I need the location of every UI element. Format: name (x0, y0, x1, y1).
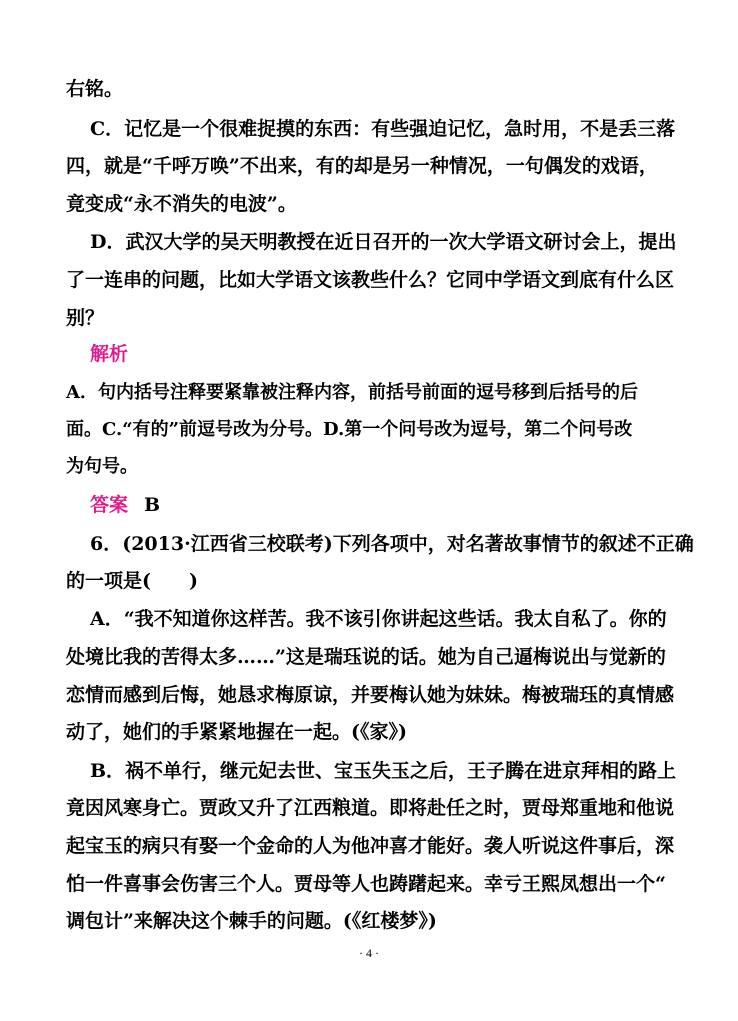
option-a-line: A．“我不知道你这样苦。我不该引你讲起这些话。我太自私了。你的 (90, 608, 667, 630)
option-b-line: 起宝玉的病只有娶一个金命的人为他冲喜才能好。袭人听说这件事后，深 (66, 835, 675, 857)
text-line: 了一连串的问题，比如大学语文该教些什么？它同中学语文到底有什么区 (66, 269, 675, 291)
option-b-line: 竟因风寒身亡。贾政又升了江西粮道。即将赴任之时，贾母郑重地和他说 (66, 797, 675, 819)
option-b-line: 调包计”来解决这个棘手的问题。(《红楼梦》) (66, 910, 437, 932)
answer-value: B (144, 494, 161, 516)
option-b-line: 怕一件喜事会伤害三个人。贾母等人也踌躇起来。幸亏王熙凤想出一个“ (66, 873, 666, 895)
analysis-line: A．句内括号注释要紧靠被注释内容，前括号前面的逗号移到后括号的后 (66, 382, 638, 403)
question-6-line: 的一项是( ) (66, 570, 198, 592)
option-d-line: D．武汉大学的吴天明教授在近日召开的一次大学语文研讨会上，提出 (90, 231, 677, 253)
option-a-line: 恋情而感到后悔，她恳求梅原谅，并要梅认她为妹妹。梅被瑞珏的真情感 (66, 684, 675, 706)
answer-heading: 答案 (90, 494, 129, 516)
option-c-line: C．记忆是一个很难捉摸的东西：有些强迫记忆，急时用，不是丢三落 (90, 118, 676, 140)
analysis-heading: 解析 (90, 343, 129, 365)
text-line: 四，就是“千呼万唤”不出来，有的却是另一种情况，一句偶发的戏语， (66, 155, 658, 177)
question-6-line: 6．(2013·江西省三校联考)下列各项中，对名著故事情节的叙述不正确 (90, 533, 694, 555)
analysis-line: 为句号。 (66, 456, 138, 477)
analysis-line: 面。C.“有的”前逗号改为分号。D.第一个问号改为逗号，第二个问号改 (66, 419, 633, 440)
page-number: · 4 · (359, 946, 379, 960)
option-b-line: B．祸不单行，继元妃去世、宝玉失玉之后，王子腾在进京拜相的路上 (90, 760, 677, 782)
text-line: 竟变成“永不消失的电波”。 (66, 193, 297, 215)
option-a-line: 动了，她们的手紧紧地握在一起。(《家》) (66, 721, 407, 743)
answer-row (90, 492, 700, 518)
option-a-line: 处境比我的苦得太多……”这是瑞珏说的话。她为自己逼梅说出与觉新的 (66, 646, 666, 668)
text-line: 别？ (66, 307, 105, 329)
text-line: 右铭。 (66, 78, 124, 100)
